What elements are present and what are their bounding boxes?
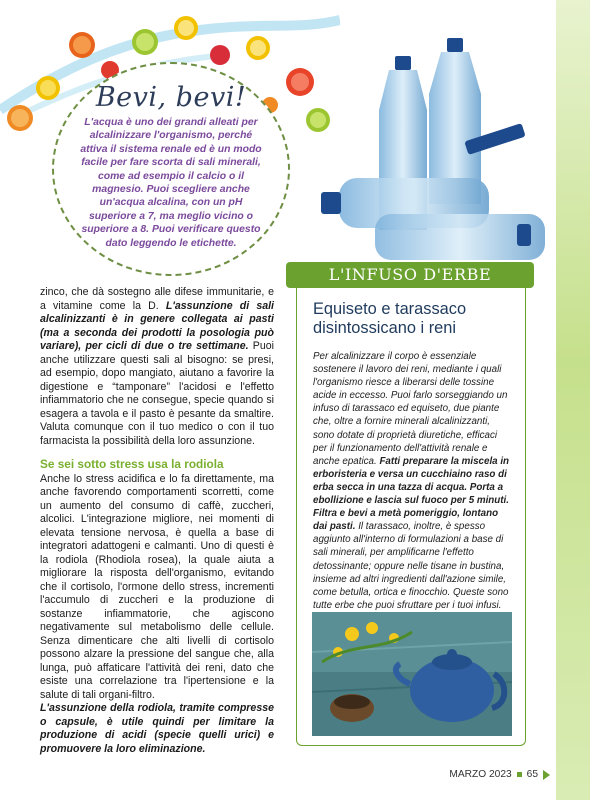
paragraph-1-emphasis: L'assunzione di sali alcalinizzanti è in genere collegata ai pasti (ma a seconda dei prodotti la posologia può variare), per cicli di due o tre settimane. (40, 299, 274, 352)
left-column-article (40, 286, 274, 756)
water-bottles-image (285, 28, 555, 268)
bubble-text: L'acqua è uno dei grandi alleati per alcalinizzare l'organismo, perché attiva il sistema renale ed è un modo facile per fare scorta di sali minerali, come ad esempio il calcio o il magnesio. Puoi scegliere anche un'acqua alcalina, con un pH superiore a 7, ma meglio vicino o superiore a 8. Puoi verificare questo dato leggendo le etichette. (80, 117, 262, 249)
next-arrow-icon (543, 770, 550, 780)
paragraph-1-text-a: zinco, che dà sostegno alle difese immunitarie, e a vitamine come la D. (40, 286, 274, 312)
box-text (313, 350, 511, 612)
issue-date: MARZO 2023 (449, 769, 512, 780)
decorative-green-stripe (556, 0, 590, 800)
paragraph-2: Anche lo stress acidifica e lo fa direttamente, ma anche favorendo comportamenti scorretti, come un aumento del consumo di caffè, zuccheri, alcolici. L'integrazione migliore, nei momenti di elevata tensione nervosa, è quella a base di integratori adattogeni e calmanti. Uno di questi è la rodiola (Rhodiola rosea), la quale aiuta a migliorare la risposta dell'organismo, evitando che il cortisolo, l'ormone dello stress, incrementi l'accumulo di zuccheri e la produzione di sostanze infiammatorie, che agiscono negativamente sul metabolismo delle cellule. Senza dimenticare che alti livelli di cortisolo possono alzare la pressione del sangue che, alla lunga, può affaticare l'attività dei reni, dato che esiste una correlazione tra l'ipertensione e la salute di tali organi-filtro. (40, 472, 274, 701)
paragraph-1 (40, 286, 274, 448)
separator-square-icon (517, 772, 522, 777)
paragraph-1-text-b: Puoi anche utilizzare questi sali al bisogno: se presi, ad esempio, dopo mangiato, aiutano a favorire la digestione e “tamponare” l'acidosi e l'effetto infiammatorio che ne consegue, specie quando si esagera a tavola e il pasto è pesante da smaltire. Valuta comunque con il tuo medico o con il tuo farmacista la possibilità della loro assunzione. (40, 340, 274, 447)
bubble-title: Bevi, bevi! (95, 82, 247, 113)
teapot-dandelion-image (312, 612, 512, 736)
page-footer (449, 769, 550, 780)
box-header: L'INFUSO D'ERBE (286, 262, 534, 288)
box-text-emphasis: Fatti preparare la miscela in erboristeria e versa un cucchiaino raso di erba secca in una tazza di acqua. Porta a ebollizione e lascia sul fuoco per 5 minuti. Filtra e bevi a metà pomeriggio, lontano dai pasti. (313, 455, 510, 533)
bubble-callout (52, 62, 290, 276)
box-title: Equiseto e tarassaco disintossicano i reni (313, 300, 467, 337)
box-text-b: Il tarassaco, inoltre, è spesso aggiunto all'interno di formulazioni a base di sali minerali, per amplificarne l'effetto detossinante; oppure nelle tisane in bustina, insieme ad altri ingredienti dall'azione simile, come betulla, ortica e finocchio. Queste sono tutte erbe che puoi sfruttare per i tuoi infusi. (313, 521, 509, 611)
paragraph-3-emphasis: L'assunzione della rodiola, tramite compresse o capsule, è utile quindi per limitare la produzione di acidi (specie quelli urici) e promuovere la loro eliminazione. (40, 702, 274, 755)
page-number: 65 (526, 769, 538, 780)
section-heading-rodiola: Se sei sotto stress usa la rodiola (40, 457, 224, 471)
box-text-a: Per alcalinizzare il corpo è essenziale sostenere il lavoro dei reni, mediante i quali l'organismo riesce a liberarsi delle tossine acide in eccesso. Puoi farlo sorseggiando un infuso di tarassaco ed equiseto, due piante che, oltre a fornire minerali alcalinizzanti, sono dotate di proprietà diuretiche, efficaci per il funzionamento dell'attività renale e anche epatica. (313, 351, 508, 467)
